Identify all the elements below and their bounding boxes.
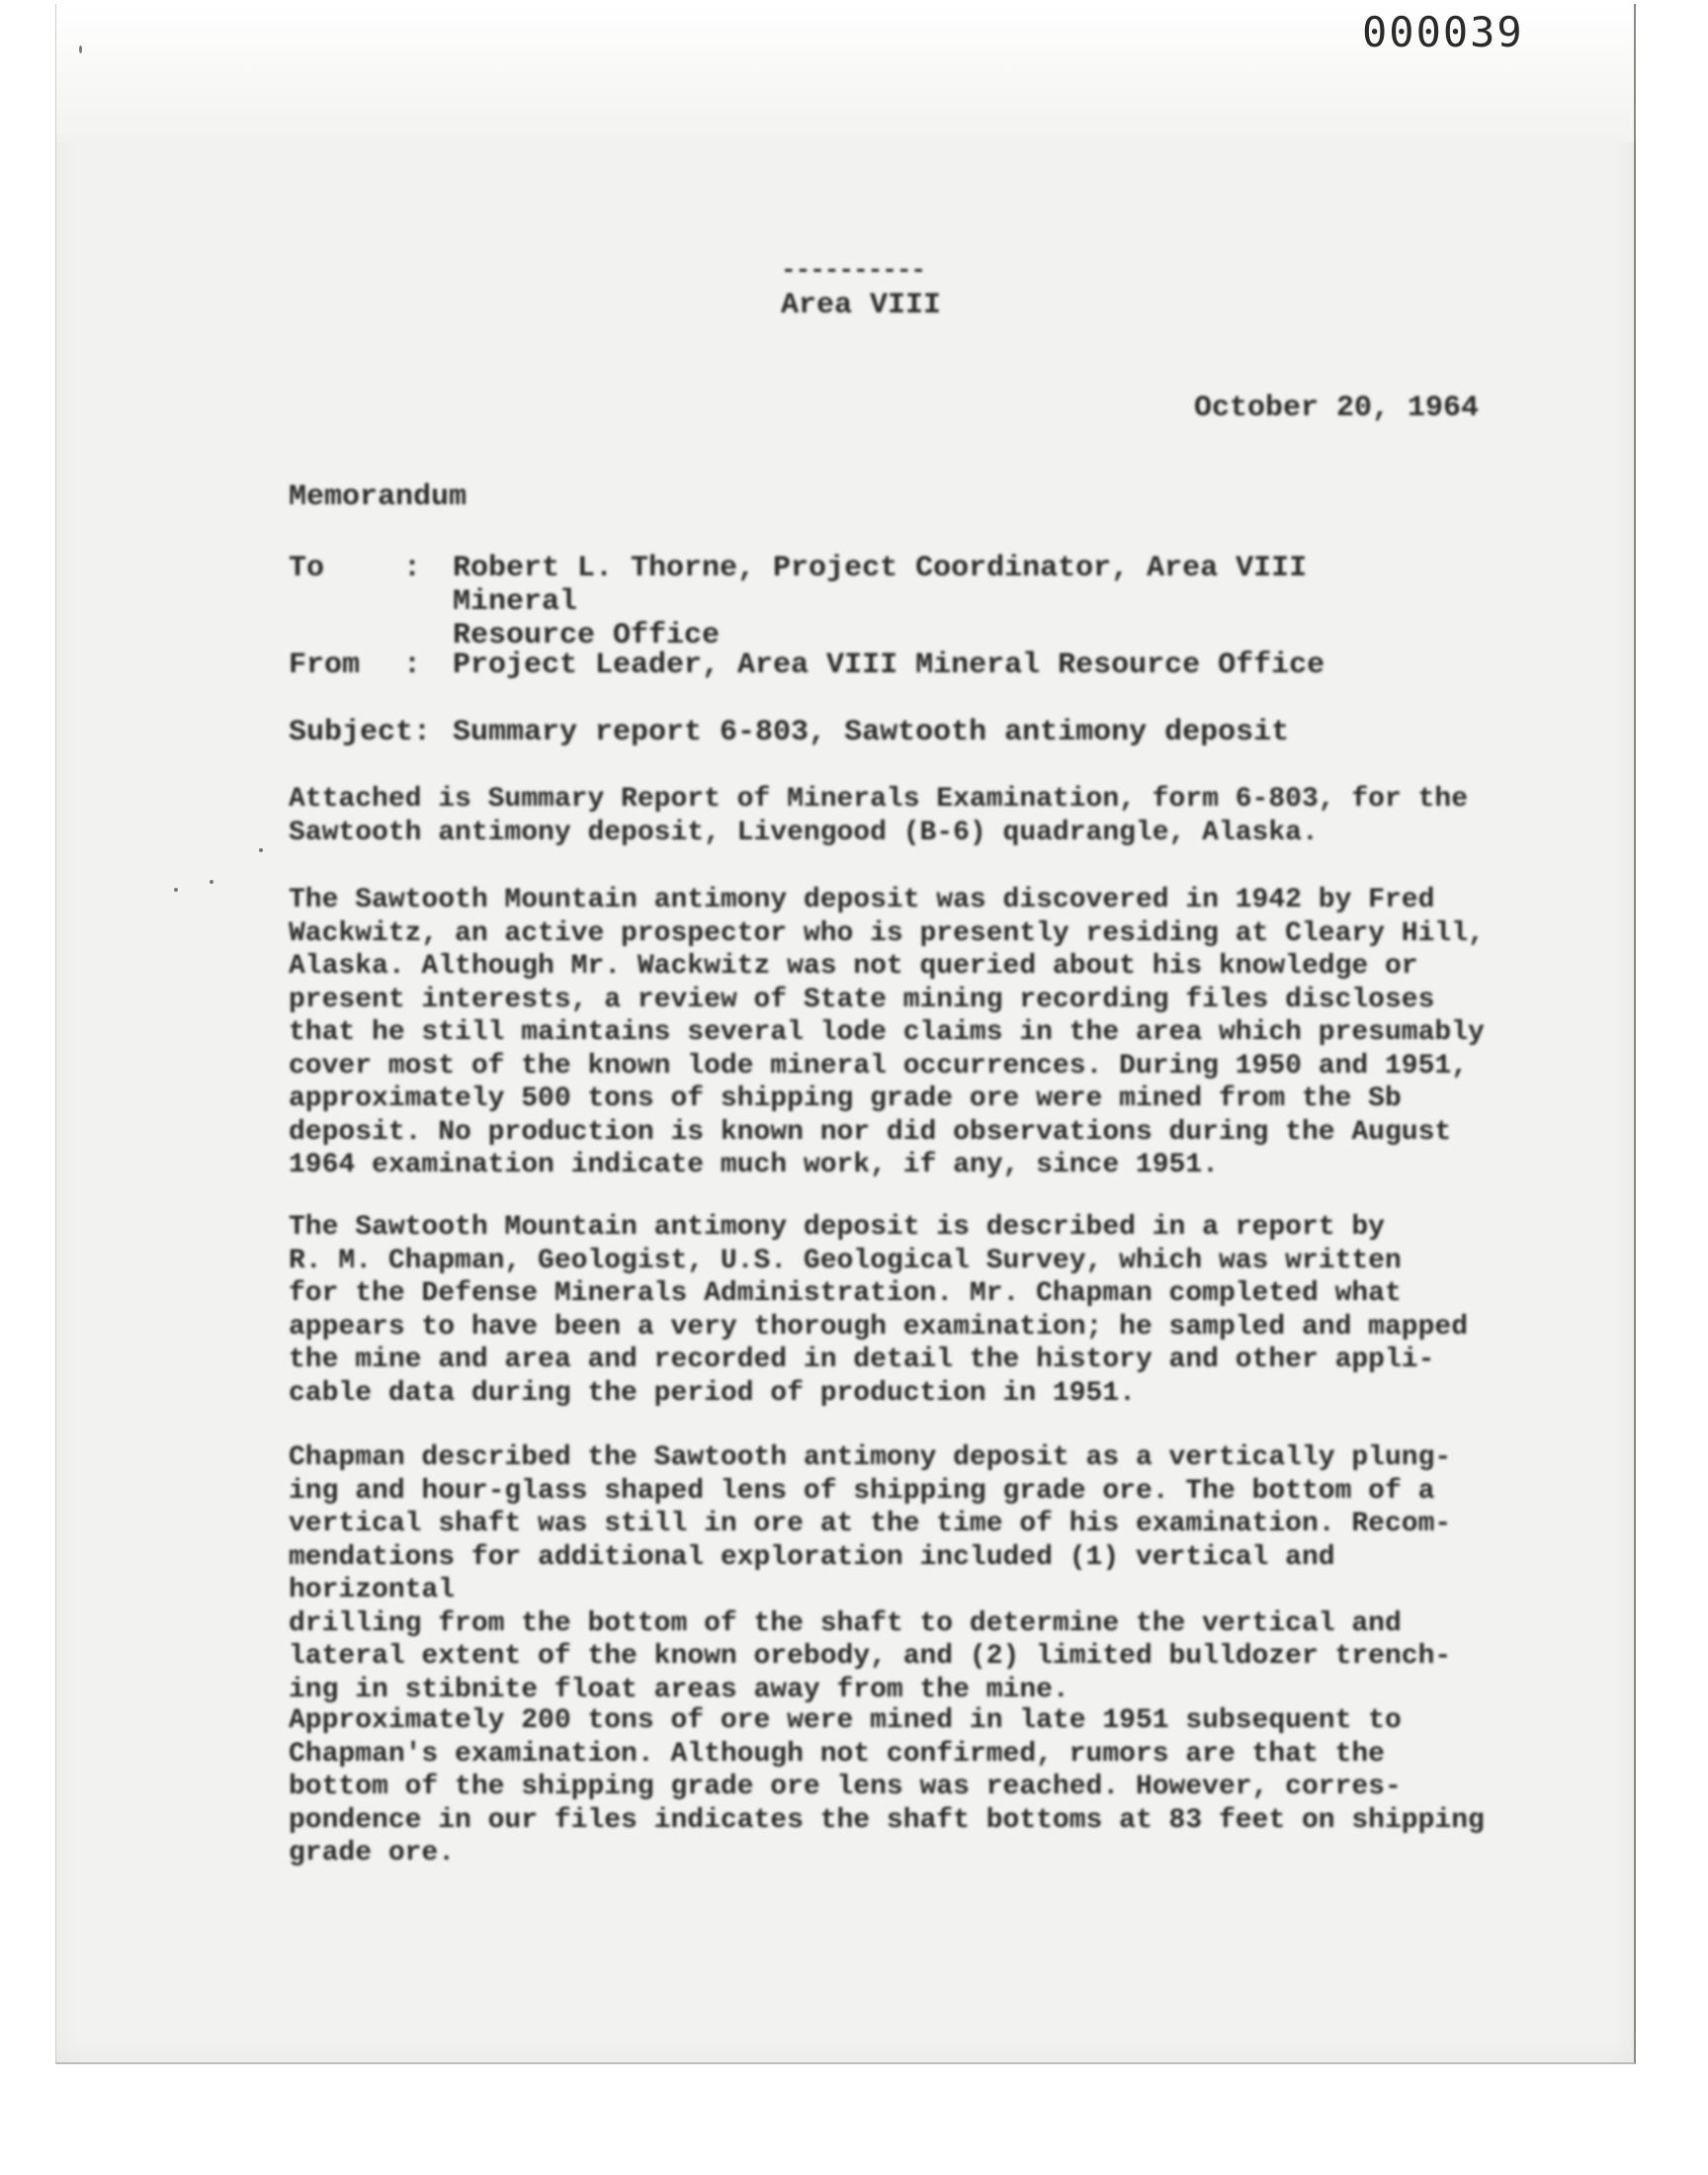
body-paragraph: Approximately 200 tons of ore were mined in late 1951 subsequent to Chapman's examination. Although not confirmed, rumors are that the bottom of the shipping grade ore lens was reached. However, corres- pondence in our files indicates the shaft bottoms at 83 feet on shipping grade ore. <box>289 1705 1485 1869</box>
subject-label: Subject: <box>289 716 432 749</box>
from-colon: : <box>403 649 422 682</box>
body-paragraph: The Sawtooth Mountain antimony deposit was discovered in 1942 by Fred Wackwitz, an active prospector who is presently residing at Cleary Hill, Alaska. Although Mr. Wackwitz was not queried about his knowledge or present interests, a review of State mining recording files discloses that he still maintains several lode claims in the area which presumably cover most of the known lode mineral occurrences. During 1950 and 1951, approximately 500 tons of shipping grade ore were mined from the Sb deposit. No production is known nor did observations during the August 1964 examination indicate much work, if any, since 1951. <box>289 885 1485 1180</box>
memo-date: October 20, 1964 <box>1194 392 1480 425</box>
from-label: From <box>289 649 361 682</box>
subject-value: Summary report 6-803, Sawtooth antimony deposit <box>453 716 1290 749</box>
to-label: To <box>289 552 325 585</box>
memo-label: Memorandum <box>289 480 468 514</box>
paper-speck <box>259 848 263 852</box>
header-rule: ---------- <box>781 255 926 285</box>
paper-speck <box>174 888 178 892</box>
from-value: Project Leader, Area VIII Mineral Resource Office <box>453 649 1325 682</box>
paper-speck <box>79 45 82 53</box>
to-colon: : <box>403 552 422 585</box>
paper-speck <box>210 880 214 884</box>
to-value: Robert L. Thorne, Project Coordinator, Area VIII Mineral Resource Office <box>453 552 1308 652</box>
page-stamp-number: 000039 <box>1362 8 1524 56</box>
body-paragraph: The Sawtooth Mountain antimony deposit is described in a report by R. M. Chapman, Geologist, U.S. Geological Survey, which was written for the Defense Minerals Administration. Mr. Chapman completed what appears to have been a very thorough examination; he sampled and mapped the mine and area and recorded in detail the history and other appli- cable data during the period of production in 1951. <box>289 1212 1468 1409</box>
area-heading: Area VIII <box>781 289 942 322</box>
body-paragraph: Chapman described the Sawtooth antimony deposit as a vertically plung- ing and hour-glass shaped lens of shipping grade ore. The bottom of a vertical shaft was still in ore at the time of his examination. Recom- mendations for additional exploration included (1) vertical and horizontal drilling from the bottom of the shaft to determine the vertical and lateral extent of the known orebody, and (2) limited bulldozer trench- ing in stibnite float areas away from the mine. <box>289 1442 1452 1705</box>
body-paragraph: Attached is Summary Report of Minerals Examination, form 6-803, for the Sawtooth antimony deposit, Livengood (B-6) quadrangle, Alaska. <box>289 784 1468 848</box>
